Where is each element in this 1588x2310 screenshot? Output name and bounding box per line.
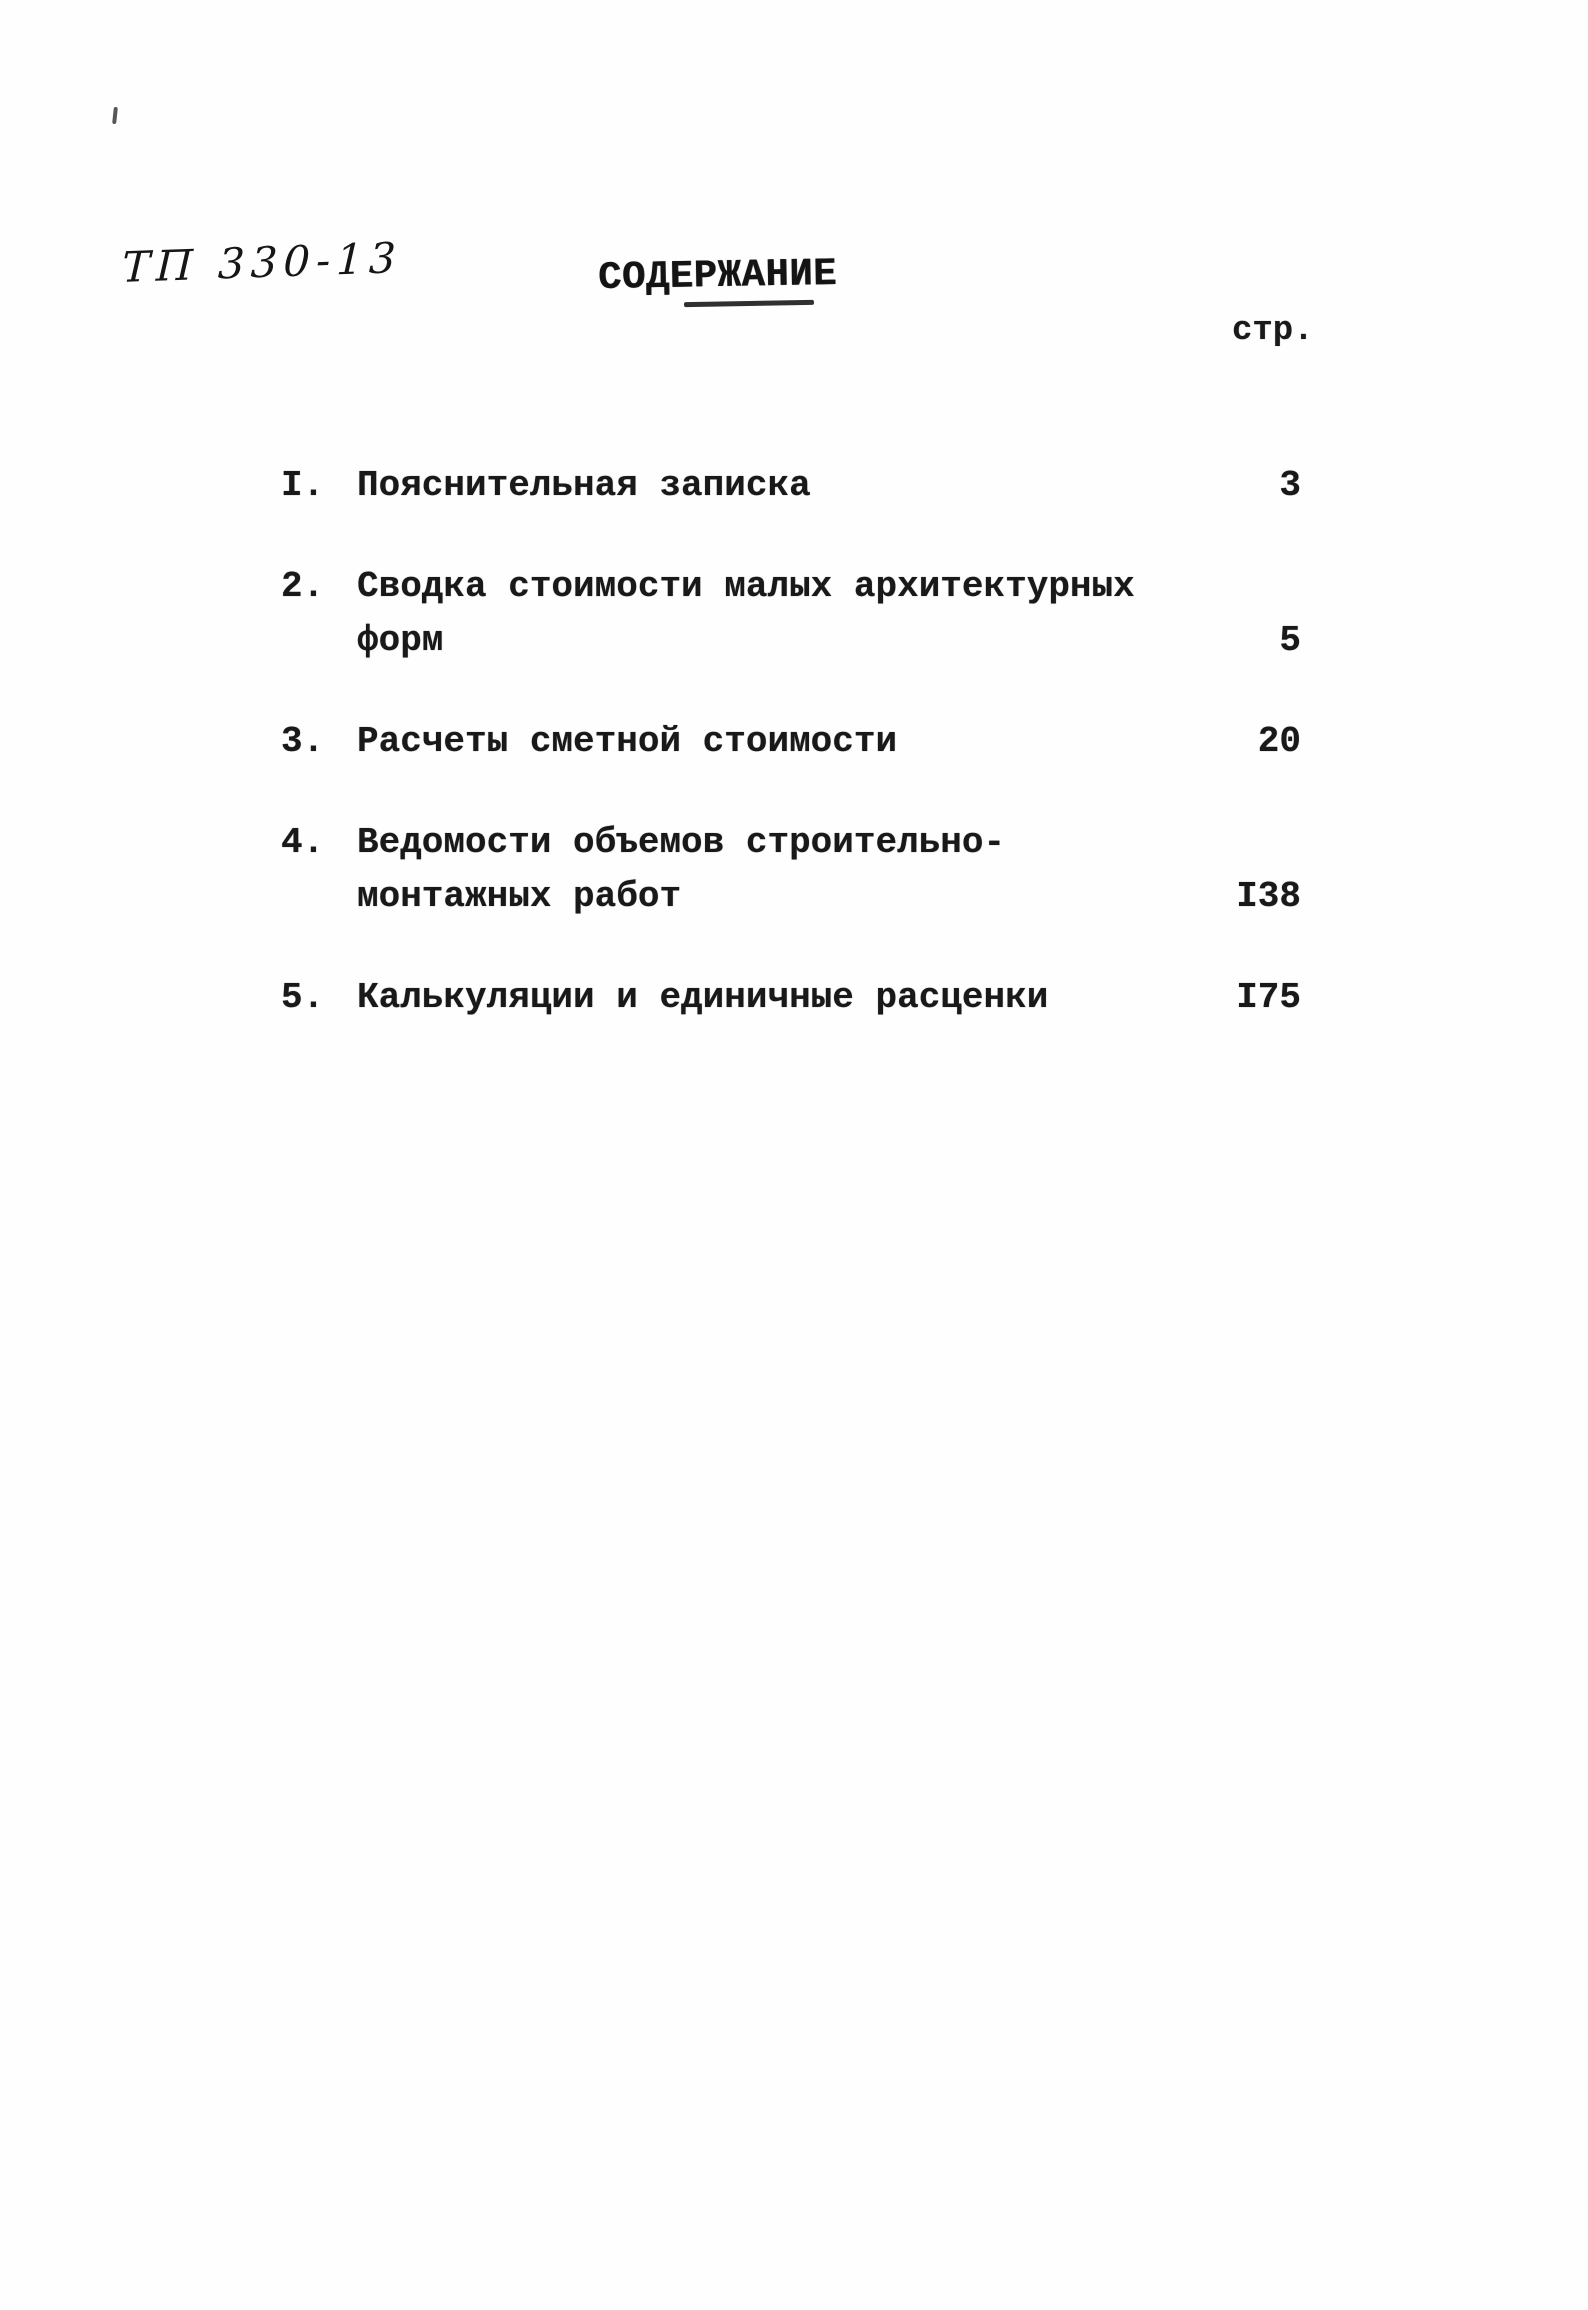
toc-item-number: I. [281,465,325,506]
toc-item-line: монтажных работ [357,876,682,917]
toc-row-4 [281,816,1301,924]
toc-item-page: 3 [1279,465,1301,506]
toc-item-line: Сводка стоимости малых архитектурных [357,566,1135,607]
toc-item-page: 5 [1279,620,1301,661]
toc-item-page: 20 [1257,721,1301,762]
toc-item-title [357,560,1151,668]
toc-item-line: Пояснительная записка [357,465,811,506]
page-column-header: стр. [1232,312,1314,350]
toc-row-2 [281,560,1301,668]
toc-item-page: I38 [1236,876,1301,917]
title-underline [684,300,814,307]
toc-item-page: I75 [1236,977,1301,1018]
toc-item-title [357,459,1151,513]
toc-item-title [357,816,1151,924]
toc-item-number: 4. [281,822,325,863]
toc-item-line: форм [357,620,444,661]
toc-item-line: Калькуляции и единичные расценки [357,977,1049,1018]
toc-row-3 [281,715,1301,769]
toc-item-line: Ведомости объемов строительно- [357,822,1006,863]
toc-item-number: 5. [281,977,325,1018]
table-of-contents [281,459,1301,1025]
toc-item-line: Расчеты сметной стоимости [357,721,898,762]
toc-item-title [357,971,1151,1025]
toc-row-1 [281,459,1301,513]
page-title: СОДЕРЖАНИЕ [597,251,838,301]
toc-item-number: 3. [281,721,325,762]
document-code-annotation: ТП 330-13 [121,233,403,292]
toc-item-title [357,715,1151,769]
scan-speck [112,107,118,124]
toc-row-5 [281,971,1301,1025]
toc-item-number: 2. [281,566,325,607]
